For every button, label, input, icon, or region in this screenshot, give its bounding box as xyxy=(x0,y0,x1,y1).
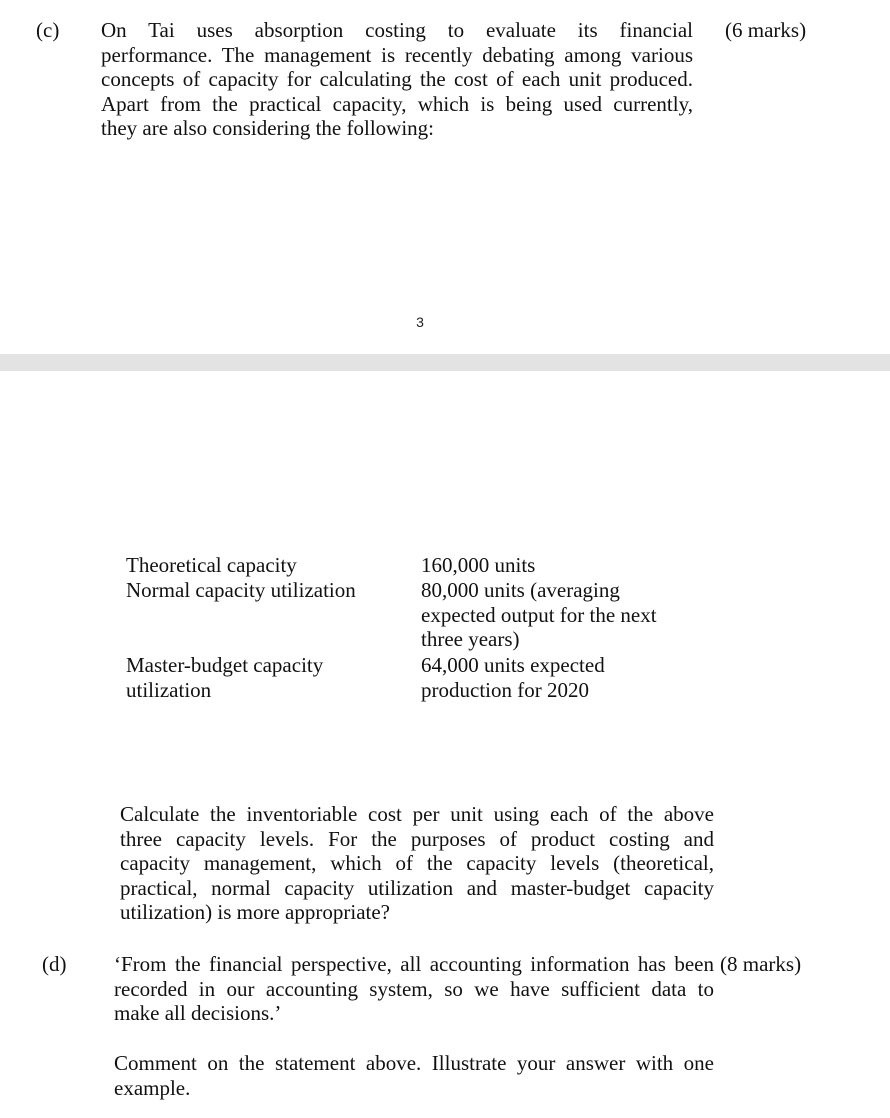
intro-line: they are also considering the following: xyxy=(101,116,434,140)
capacity-value-theoretical xyxy=(421,553,535,578)
question-line: three capacity levels. For the purposes of product costing and xyxy=(120,826,714,851)
question-line: practical, normal capacity utilization and master-budget capacity xyxy=(120,875,714,900)
capacity-label-normal xyxy=(126,578,356,603)
part-d-label: (d) xyxy=(42,952,67,976)
question-line: Calculate the inventoriable cost per unit using each of the above xyxy=(120,802,714,826)
capacity-value-normal xyxy=(421,578,657,652)
table-label-line: Theoretical capacity xyxy=(126,553,297,577)
table-value-line: three years) xyxy=(421,627,520,651)
intro-line: concepts of capacity for calculating the cost of each unit produced. xyxy=(101,67,693,91)
capacity-label-theoretical xyxy=(126,553,297,578)
intro-line: performance. The management is recently debating among various xyxy=(101,42,693,67)
part-c-question xyxy=(120,802,714,925)
intro-line: Apart from the practical capacity, which is being used currently, xyxy=(101,91,693,116)
question-line: utilization) is more appropriate? xyxy=(120,900,390,924)
part-d-instruction xyxy=(114,1051,714,1100)
quote-line: make all decisions.’ xyxy=(114,1001,282,1025)
part-c-label: (c) xyxy=(36,18,60,42)
instruction-line: example. xyxy=(114,1075,191,1100)
capacity-label-master-budget xyxy=(126,653,323,702)
part-d-quote xyxy=(114,952,714,1026)
part-c-marks: (6 marks) xyxy=(725,18,807,42)
table-label-line: Master-budget capacity xyxy=(126,653,324,677)
instruction-line: Comment on the statement above. Illustrate your answer with one xyxy=(114,1051,714,1075)
page-number: 3 xyxy=(416,314,424,330)
table-value-line: 160,000 units xyxy=(421,553,536,577)
table-value-line: 80,000 units (averaging xyxy=(421,578,620,602)
table-label-line: utilization xyxy=(126,677,212,702)
quote-line: recorded in our accounting system, so we have sufficient data to xyxy=(114,976,714,1001)
table-value-line: 64,000 units expected xyxy=(421,653,605,677)
table-value-line: production for 2020 xyxy=(421,677,589,702)
part-d-marks: (8 marks) xyxy=(720,952,802,976)
capacity-value-master-budget xyxy=(421,653,605,702)
quote-line: ‘From the financial perspective, all accounting information has been xyxy=(114,952,714,976)
table-value-line: expected output for the next xyxy=(421,602,657,627)
question-line: capacity management, which of the capacity levels (theoretical, xyxy=(120,851,714,875)
page-break-divider xyxy=(0,354,890,371)
part-c-intro xyxy=(101,18,693,141)
intro-line: On Tai uses absorption costing to evaluate its financial xyxy=(101,18,693,42)
table-label-line: Normal capacity utilization xyxy=(126,578,356,602)
